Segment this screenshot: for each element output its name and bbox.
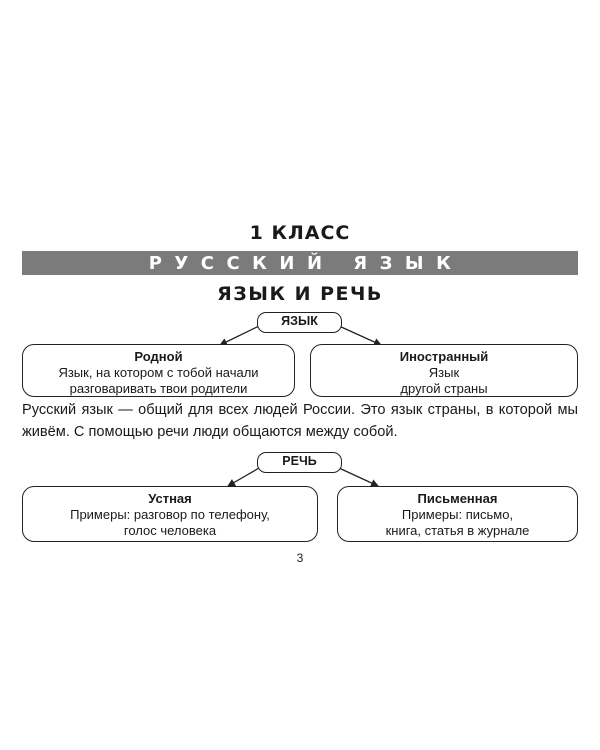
native-language-box xyxy=(22,344,295,397)
arrow-language-right xyxy=(339,326,381,345)
oral-speech-title: Устная xyxy=(148,491,192,506)
section-title: ЯЗЫК И РЕЧЬ xyxy=(217,283,383,305)
grade-heading: 1 КЛАСС xyxy=(249,222,351,244)
written-speech-title: Письменная xyxy=(417,491,498,506)
page-number: 3 xyxy=(296,551,304,565)
oral-speech-line-1: Примеры: разговор по телефону, xyxy=(70,507,270,522)
speech-root-label: РЕЧЬ xyxy=(282,454,317,468)
written-speech-line-2: книга, статья в журнале xyxy=(385,523,530,538)
arrow-speech-right xyxy=(339,468,378,486)
body-paragraph: Русский язык — общий для всех людей России. Это язык страны, в которой мы живём. С помощью речи люди общаются между собой. xyxy=(22,402,578,440)
foreign-language-line-2: другой страны xyxy=(400,381,488,396)
subject-title: РУССКИЙ ЯЗЫК xyxy=(148,252,464,274)
language-root-label: ЯЗЫК xyxy=(281,314,318,328)
oral-speech-box xyxy=(22,486,318,542)
native-language-title: Родной xyxy=(134,349,183,364)
foreign-language-box xyxy=(310,344,578,397)
written-speech-line-1: Примеры: письмо, xyxy=(401,507,514,522)
foreign-language-title: Иностранный xyxy=(399,349,489,364)
oral-speech-line-2: голос человека xyxy=(123,523,217,538)
foreign-language-line-1: Язык xyxy=(428,365,460,380)
native-language-line-1: Язык, на котором с тобой начали xyxy=(58,365,259,380)
arrow-speech-left xyxy=(228,468,259,486)
language-root-node xyxy=(257,312,342,333)
native-language-line-2: разговаривать твои родители xyxy=(69,381,248,396)
speech-root-node xyxy=(257,452,342,473)
written-speech-box xyxy=(337,486,578,542)
arrow-language-left xyxy=(220,326,259,345)
